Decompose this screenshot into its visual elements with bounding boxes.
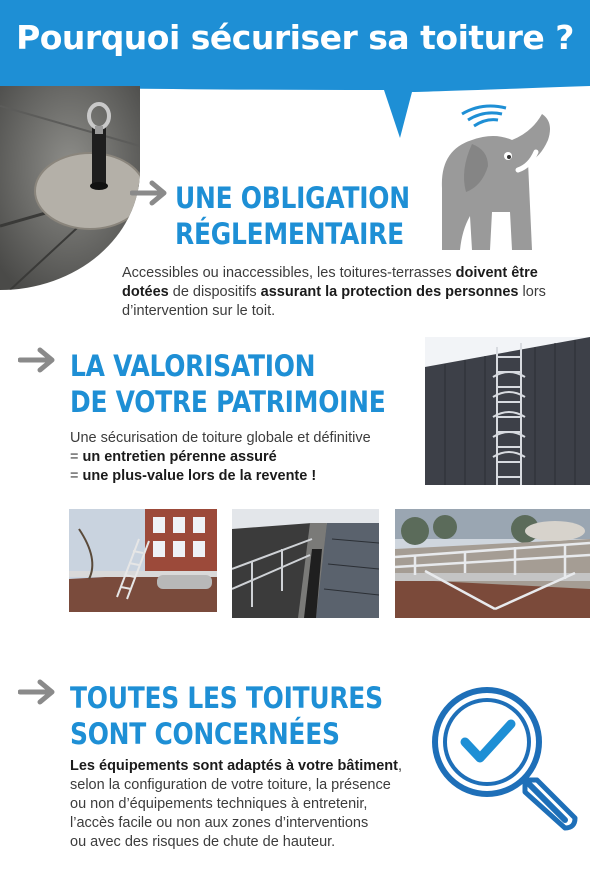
roof-ladder-photo xyxy=(69,509,217,612)
section2-line2-prefix: = xyxy=(70,449,83,465)
section1-heading-line1: UNE OBLIGATION xyxy=(175,181,410,215)
section3-heading xyxy=(70,680,383,752)
section1-text-b: doivent être xyxy=(455,265,538,281)
section3-line1-bold: Les équipements sont adaptés à votre bâtiment xyxy=(70,758,398,774)
section1-text-e: assurant la protection des personnes xyxy=(260,284,519,300)
section1-text-a: Accessibles ou inaccessibles, les toitures-terrasses xyxy=(122,265,456,281)
page-title: Pourquoi sécuriser sa toiture ? xyxy=(16,18,574,57)
section1-text-c: dotées xyxy=(122,284,169,300)
section1-text-d: de dispositifs xyxy=(168,284,261,300)
section2-heading xyxy=(70,348,386,420)
anchor-point-photo xyxy=(0,86,140,290)
roof-terrace-guardrail-photo xyxy=(395,509,590,618)
section1-heading-line2: RÉGLEMENTAIRE xyxy=(175,217,404,251)
section1-heading xyxy=(175,180,410,252)
section3-text xyxy=(70,757,430,852)
roof-guardrail-photo xyxy=(232,509,379,618)
section2-line1: Une sécurisation de toiture globale et définitive xyxy=(70,430,371,446)
section2-heading-line2: DE VOTRE PATRIMOINE xyxy=(70,385,386,419)
ladder-facade-photo xyxy=(425,337,590,485)
arrow-right-icon xyxy=(18,677,58,707)
section3-line3: ou non d’équipements techniques à entretenir, xyxy=(70,796,368,812)
section3-heading-line1: TOUTES LES TOITURES xyxy=(70,681,383,715)
section2-line3-bold: une plus-value lors de la revente ! xyxy=(82,468,317,484)
section2-line3-prefix: = xyxy=(70,468,83,484)
section2-text xyxy=(70,429,420,486)
section3-line2: selon la configuration de votre toiture, la présence xyxy=(70,777,391,793)
section3-line5: ou avec des risques de chute de hauteur. xyxy=(70,834,336,850)
section2-heading-line1: LA VALORISATION xyxy=(70,349,316,383)
section3-line4: l’accès facile ou non aux zones d’interventions xyxy=(70,815,369,831)
section1-text xyxy=(122,264,582,321)
magnifier-check-icon xyxy=(425,680,585,840)
section1-text-g: d’intervention sur le toit. xyxy=(122,303,276,319)
section2-line2-bold: un entretien pérenne assuré xyxy=(82,449,277,465)
elephant-mascot-icon xyxy=(432,100,562,260)
arrow-right-icon xyxy=(18,345,58,375)
section3-line1-rest: , xyxy=(397,758,402,774)
section3-heading-line2: SONT CONCERNÉES xyxy=(70,717,340,751)
section1-text-f: lors xyxy=(518,284,546,300)
arrow-right-icon xyxy=(130,178,170,208)
